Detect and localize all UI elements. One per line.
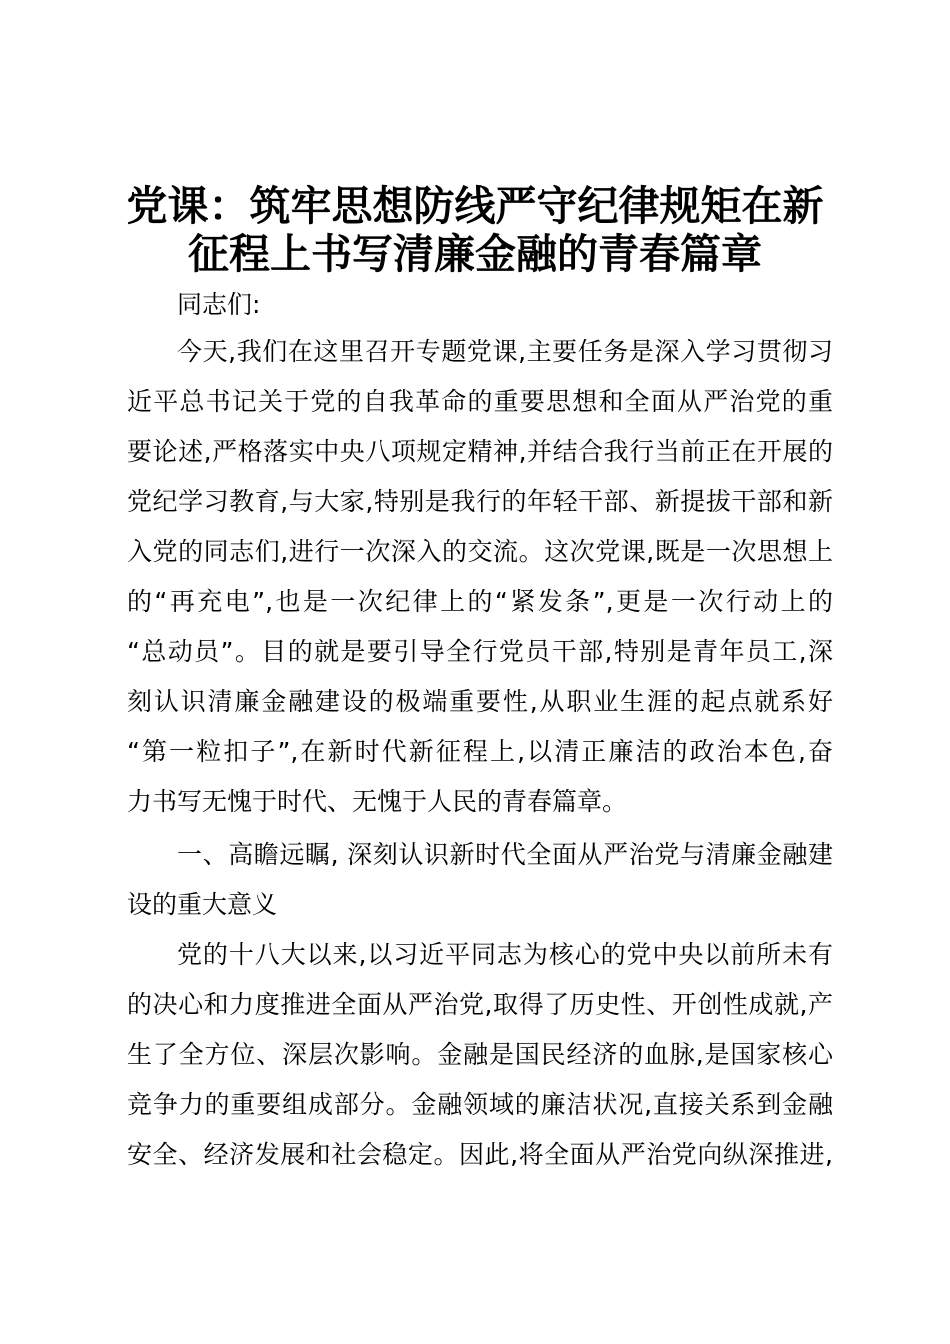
paragraph-line: 今天,我们在这里召开专题党课,主要任务是深入学习贯彻习 — [177, 337, 833, 366]
paragraph-intro — [127, 327, 833, 827]
paragraph-line: 近平总书记关于党的自我革命的重要思想和全面从严治党的重 — [127, 387, 833, 416]
salutation: 同志们: — [177, 290, 261, 319]
paragraph-line: 力书写无愧于时代、无愧于人民的青春篇章。 — [127, 787, 628, 816]
paragraph-line: 党纪学习教育,与大家,特别是我行的年轻干部、新提拔干部和新 — [127, 487, 833, 516]
paragraph-line: “第一粒扣子”,在新时代新征程上,以清正廉洁的政治本色,奋 — [127, 737, 833, 766]
paragraph-line: 党的十八大以来,以习近平同志为核心的党中央以前所未有 — [177, 940, 833, 969]
paragraph-line: 的“再充电”,也是一次纪律上的“紧发条”,更是一次行动上的 — [127, 587, 833, 616]
paragraph-line: 安全、经济发展和社会稳定。因此,将全面从严治党向纵深推进, — [127, 1140, 833, 1169]
paragraph-line: 竞争力的重要组成部分。金融领域的廉洁状况,直接关系到金融 — [127, 1090, 833, 1119]
heading-line: 一、高瞻远瞩, 深刻认识新时代全面从严治党与清廉金融建 — [177, 840, 833, 869]
heading-line: 设的重大意义 — [127, 890, 278, 919]
paragraph-line: 刻认识清廉金融建设的极端重要性,从职业生涯的起点就系好 — [127, 687, 833, 716]
paragraph-line: 要论述,严格落实中央八项规定精神,并结合我行当前正在开展的 — [127, 437, 833, 466]
paragraph-section-1 — [127, 930, 833, 1180]
document-title-line-2: 征程上书写清廉金融的青春篇章 — [188, 230, 762, 278]
document-title-line-1: 党课：筑牢思想防线严守纪律规矩在新 — [126, 182, 824, 230]
paragraph-line: 入党的同志们,进行一次深入的交流。这次党课,既是一次思想上 — [127, 537, 833, 566]
paragraph-line: “总动员”。目的就是要引导全行党员干部,特别是青年员工,深 — [127, 637, 833, 666]
paragraph-line: 的决心和力度推进全面从严治党,取得了历史性、开创性成就,产 — [127, 990, 833, 1019]
paragraph-line: 生了全方位、深层次影响。金融是国民经济的血脉,是国家核心 — [127, 1040, 833, 1069]
section-heading-1 — [127, 830, 833, 930]
